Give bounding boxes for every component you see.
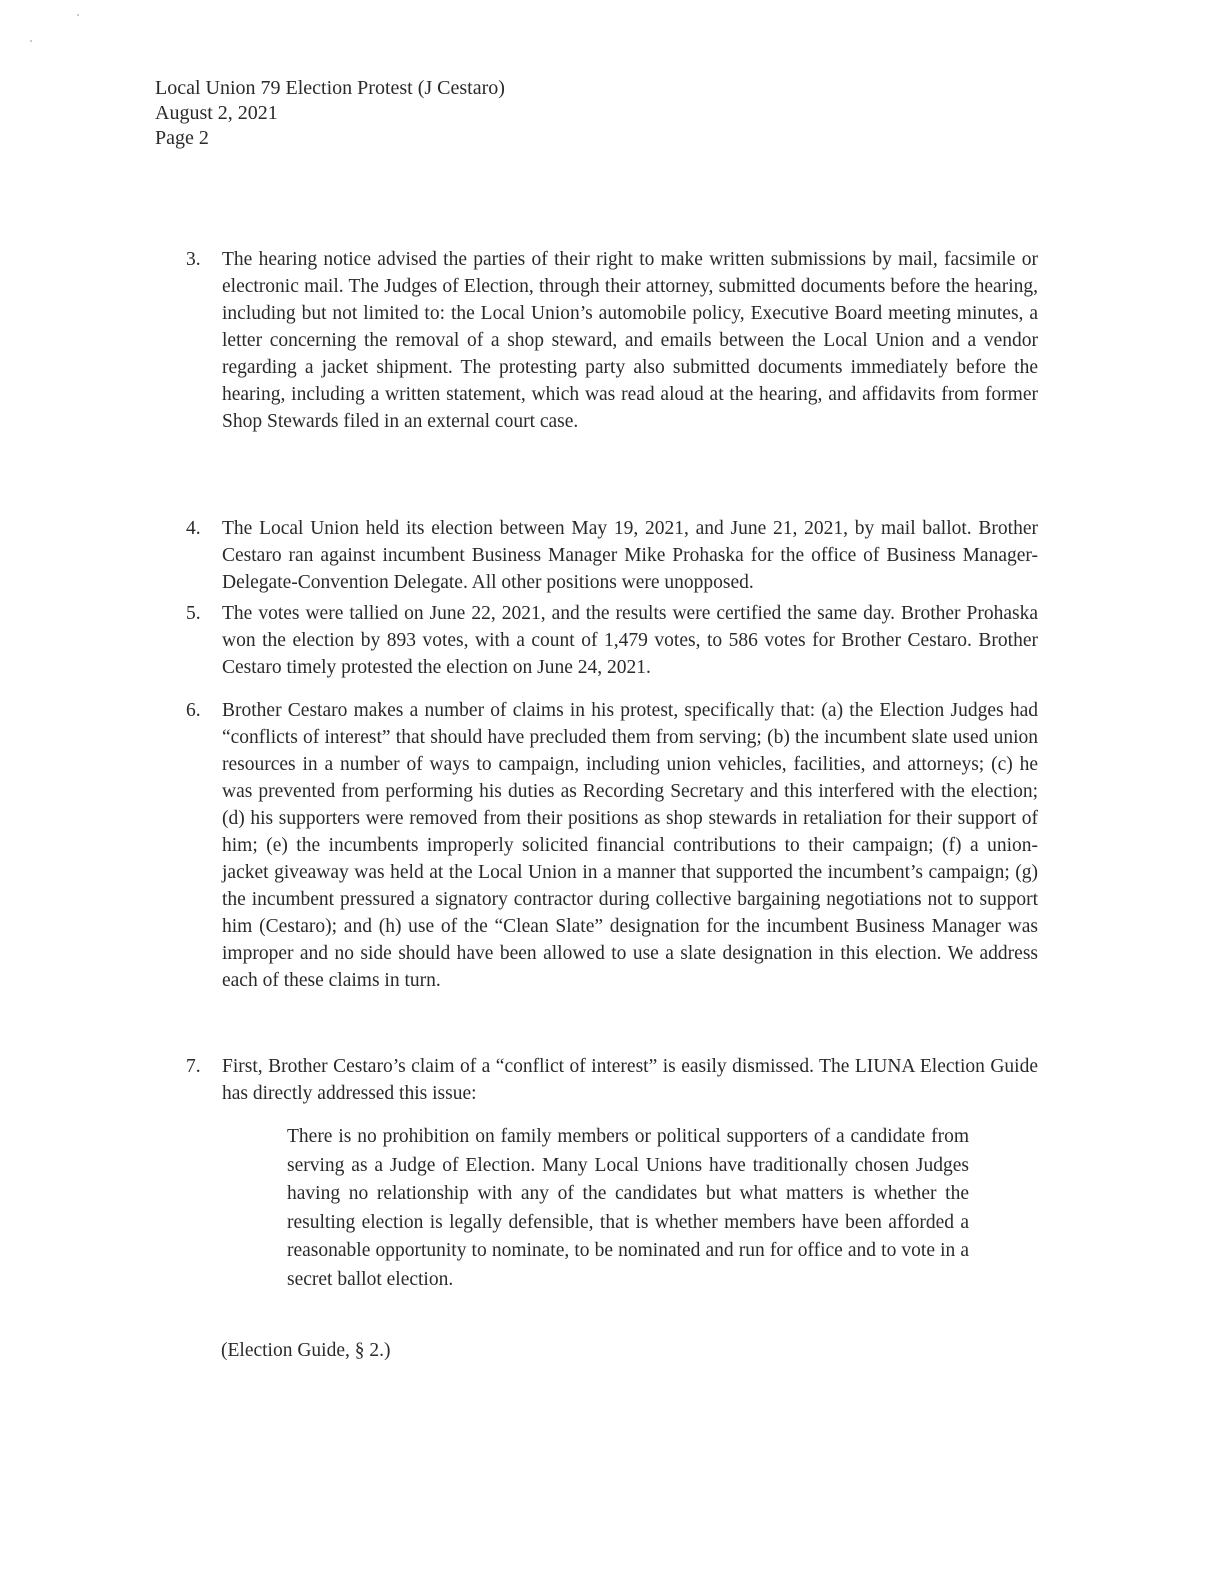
paragraph-3 — [186, 246, 1038, 435]
scan-speck — [30, 40, 32, 42]
paragraph-6 — [186, 697, 1038, 994]
paragraph-number: 6. — [186, 700, 201, 721]
paragraph-text: The hearing notice advised the parties of their right to make written submissions by mail, facsimile or electronic mail. The Judges of Election, through their attorney, submitted documents before the hearing, including but not limited to: the Local Union’s automobile policy, Executive Board meeting minutes, a letter concerning the removal of a shop steward, and emails between the Local Union and a vendor regarding a jacket shipment. The protesting party also submitted documents immediately before the hearing, including a written statement, which was read aloud at the hearing, and affidavits from former Shop Stewards filed in an external court case. — [222, 249, 1038, 432]
document-date: August 2, 2021 — [155, 102, 278, 124]
paragraph-text: Brother Cestaro makes a number of claims in his protest, specifically that: (a) the Election Judges had “conflicts of interest” that should have precluded them from serving; (b) the incumbent slate used union resources in a number of ways to campaign, including union vehicles, facilities, and attorneys; (c) he was prevented from performing his duties as Recording Secretary and this interfered with the election; (d) his supporters were removed from their positions as shop stewards in retaliation for their support of him; (e) the incumbents improperly solicited financial contributions to their campaign; (f) a union-jacket giveaway was held at the Local Union in a manner that supported the incumbent’s campaign; (g) the incumbent pressured a signatory contractor during collective bargaining negotiations not to support him (Cestaro); and (h) use of the “Clean Slate” designation for the incumbent Business Manager was improper and no side should have been allowed to use a slate designation in this election. We address each of these claims in turn. — [222, 700, 1038, 991]
paragraph-number: 3. — [186, 249, 201, 270]
paragraph-number: 5. — [186, 603, 201, 624]
paragraph-number: 4. — [186, 518, 201, 539]
scan-speck — [77, 14, 79, 16]
paragraph-4 — [186, 515, 1038, 596]
paragraph-number: 7. — [186, 1056, 201, 1077]
citation: (Election Guide, § 2.) — [221, 1340, 391, 1361]
paragraph-text: The Local Union held its election between May 19, 2021, and June 21, 2021, by mail ballot. Brother Cestaro ran against incumbent Business Manager Mike Prohaska for the office of Business Manager-Delegate-Convention Delegate. All other positions were unopposed. — [222, 518, 1038, 593]
paragraph-5 — [186, 600, 1038, 681]
block-quote: There is no prohibition on family members or political supporters of a candidate from serving as a Judge of Election. Many Local Unions have traditionally chosen Judges having no relationship with any of the candidates but what matters is whether the resulting election is legally defensible, that is whether members have been afforded a reasonable opportunity to nominate, to be nominated and run for office and to vote in a secret ballot election. — [287, 1126, 969, 1290]
paragraph-text: The votes were tallied on June 22, 2021, and the results were certified the same day. Brother Prohaska won the election by 893 votes, with a count of 1,479 votes, to 586 votes for Brother Cestaro. Brother Cestaro timely protested the election on June 24, 2021. — [222, 603, 1038, 678]
document-header — [155, 76, 505, 151]
paragraph-7 — [186, 1053, 1038, 1107]
paragraph-text: First, Brother Cestaro’s claim of a “conflict of interest” is easily dismissed. The LIUNA Election Guide has directly addressed this issue: — [222, 1056, 1038, 1104]
page-number: Page 2 — [155, 127, 209, 149]
document-title: Local Union 79 Election Protest (J Cestaro) — [155, 77, 505, 99]
